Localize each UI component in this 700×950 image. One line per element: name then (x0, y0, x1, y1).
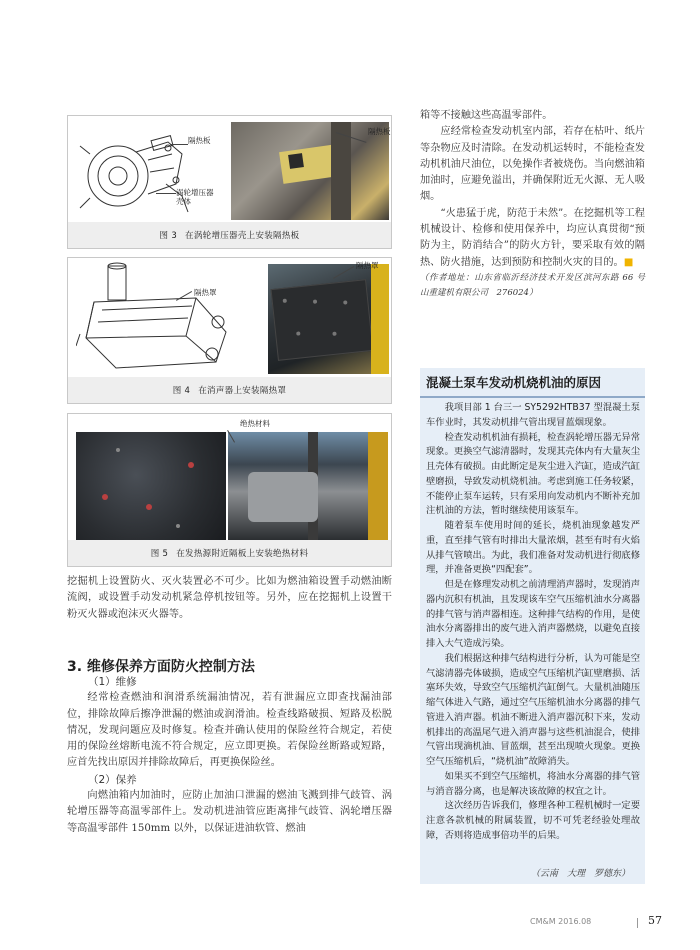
muffler-photo (268, 264, 389, 374)
sidebar-rule (420, 396, 645, 398)
right-paragraph-1: 箱等不接触这些高温零部件。 (420, 110, 553, 121)
fig3-leader-1 (170, 144, 188, 145)
figure-5-caption (68, 540, 391, 566)
end-mark: ■ (623, 256, 634, 268)
left-paragraph-1: 挖掘机上设置防火、灭火装置必不可少。比如为燃油箱设置手动燃油断流阀，或设置手动发动机紧急停机按钮等。另外，应在挖掘机上设置干粉灭火器或泡沫灭火器等。 (67, 576, 392, 620)
fig3-leader-3 (156, 193, 176, 194)
insulation-photo-right (228, 432, 388, 540)
footer-separator (637, 918, 638, 928)
sidebar-paragraph: 如果买不到空气压缩机，将油水分离器的排气管与消音器分离，也是解决该故障的权宜之计。 (426, 770, 640, 797)
figure-4 (67, 257, 392, 404)
right-paragraph-3-text: “火患猛于虎，防范于未然”。在挖掘机等工程机械设计、检修和使用保养中，均应认真贯彻“预防为主，防消结合”的防火方针，要采取有效的隔热、防火措施，达到预防和控制火灾的目的。 (420, 207, 645, 268)
figure-5-caption-text: 在发热源附近隔板上安装绝热材料 (176, 549, 309, 559)
fig3-label-housing: 壳体 (176, 197, 191, 206)
fig4-label-heat-cover-left: 隔热罩 (194, 288, 217, 297)
figure-5-number: 图 5 (150, 549, 169, 559)
left-paragraph-2: 经常检查燃油和润滑系统漏油情况，若有泄漏应立即查找漏油部位，排除故障后擦净泄漏的燃油或润滑油。检查线路破损、短路及松脱情况，发现问题应及时修复。检查并确认使用的保险丝符合规定，若使用的保险丝熔断电流不符合规定，应立即更换。若保险丝断路或短路，应首先找出原因并排除故障后，再更换保险丝。 (67, 692, 392, 769)
figure-3-caption (68, 222, 391, 248)
magazine-issue: CM&M 2016.08 (530, 917, 592, 926)
sidebar-paragraph: 我们根据这种排气结构进行分析，认为可能是空气滤清器壳体破损，造成空气压缩机汽缸壁磨损、活塞环失效，导致空气压缩机汽缸倒气。大量机油随压缩气体进入气路，通过空气压缩机油水分离器的排气管进入消声器。机油不断进入消声器沉积下来，发动机排出的高温尾气进入消声器与这些机油混合，使排气管出现滴机油、冒蓝烟，甚至出现喷火现象。更换空气压缩机后，“烧机油”故障消失。 (426, 652, 640, 767)
page-number: 57 (648, 914, 662, 927)
subheading-maintenance: （2）保养 (88, 773, 137, 786)
left-column-top (67, 574, 392, 623)
sidebar-body (426, 401, 640, 844)
sidebar-paragraph: 检查发动机机油有损耗，检查涡轮增压器无异常现象。更换空气滤清器时，发现其壳体内有大量灰尘且壳体有破损。由此断定是灰尘进入汽缸，造成汽缸壁磨损，导致发动机烧机油。考虑到施工任务较紧，不能停止泵车运转，只有采用向发动机内不断补充加注机油的方法，暂时继续使用该泵车。 (426, 431, 640, 517)
subheading-repair: （1）维修 (88, 676, 137, 688)
fig3-label-heat-shield-right: 隔热板 (368, 127, 391, 136)
section-3-title: 3. 维修保养方面防火控制方法 (67, 659, 255, 675)
turbocharger-drawing (76, 124, 206, 222)
sidebar-paragraph: 随着泵车使用时间的延长，烧机油现象越发严重，直至排气管有时排出大量浓烟，甚至有时有火焰从排气管喷出。为此，我们准备对发动机进行彻底修理，并准备更换“四配套”。 (426, 520, 640, 576)
muffler-drawing (76, 262, 236, 374)
sidebar-signature: （云南 大理 罗德东） (530, 869, 630, 879)
figure-4-caption-text: 在消声器上安装隔热罩 (198, 386, 287, 396)
figure-3-number: 图 3 (159, 231, 178, 241)
insulation-photo-left (76, 432, 226, 540)
figure-4-caption (68, 377, 391, 403)
sidebar-title: 混凝土泵车发动机烧机油的原因 (426, 375, 602, 390)
heat-shield-photo (231, 122, 389, 220)
right-paragraph-3 (420, 206, 645, 271)
left-column-bottom (67, 674, 392, 837)
sidebar-paragraph: 但是在修理发动机之前清理消声器时，发现消声器内沉积有机油，且发现该车空气压缩机油水分离器的排气管与消声器相连。这种排气结构的作用，是使油水分离器排出的废气进入消声器燃烧，以避免直接排入大气造成污染。 (426, 579, 640, 649)
fig3-label-turbo: 涡轮增压器 (176, 188, 214, 197)
figure-3 (67, 115, 392, 249)
figure-5 (67, 413, 392, 567)
fig4-label-heat-cover-right: 隔热罩 (356, 261, 379, 270)
left-paragraph-3: 向燃油箱内加油时，应防止加油口泄漏的燃油飞溅到排气歧管、涡轮增压器等高温零部件上。发动机进油管应距离排气歧管、涡轮增压器等高温零部件 150mm 以外，以保证进油软管、燃油 (67, 790, 392, 834)
right-column-top (420, 108, 654, 301)
sidebar-paragraph: 这次经历告诉我们，修理各种工程机械时一定要注意各款机械的附属装置，切不可凭老经验处理故障，否则将造成事倍功半的后果。 (426, 800, 640, 841)
fig5-label-insulation: 绝热材料 (240, 419, 270, 428)
right-paragraph-2: 应经常检查发动机室内部，若存在枯叶、纸片等杂物应及时清除。在发动机运转时，不能检查发动机机油尺油位，以免操作者被烧伤。当向燃油箱加油时，应避免溢出，并确保附近无火源、无人吸烟。 (420, 126, 645, 203)
sidebar-paragraph: 我项目部 1 台三一 SY5292HTB37 型混凝土泵车作业时，其发动机排气管出现冒蓝烟现象。 (426, 402, 641, 428)
figure-3-caption-text: 在涡轮增压器壳上安装隔热板 (185, 231, 300, 241)
fig3-label-heat-shield-left: 隔热板 (188, 136, 211, 145)
figure-4-number: 图 4 (172, 386, 191, 396)
author-address: （作者地址：山东省临沂经济技术开发区滨河东路 66 号 山重建机有限公司 276024） (420, 272, 654, 298)
